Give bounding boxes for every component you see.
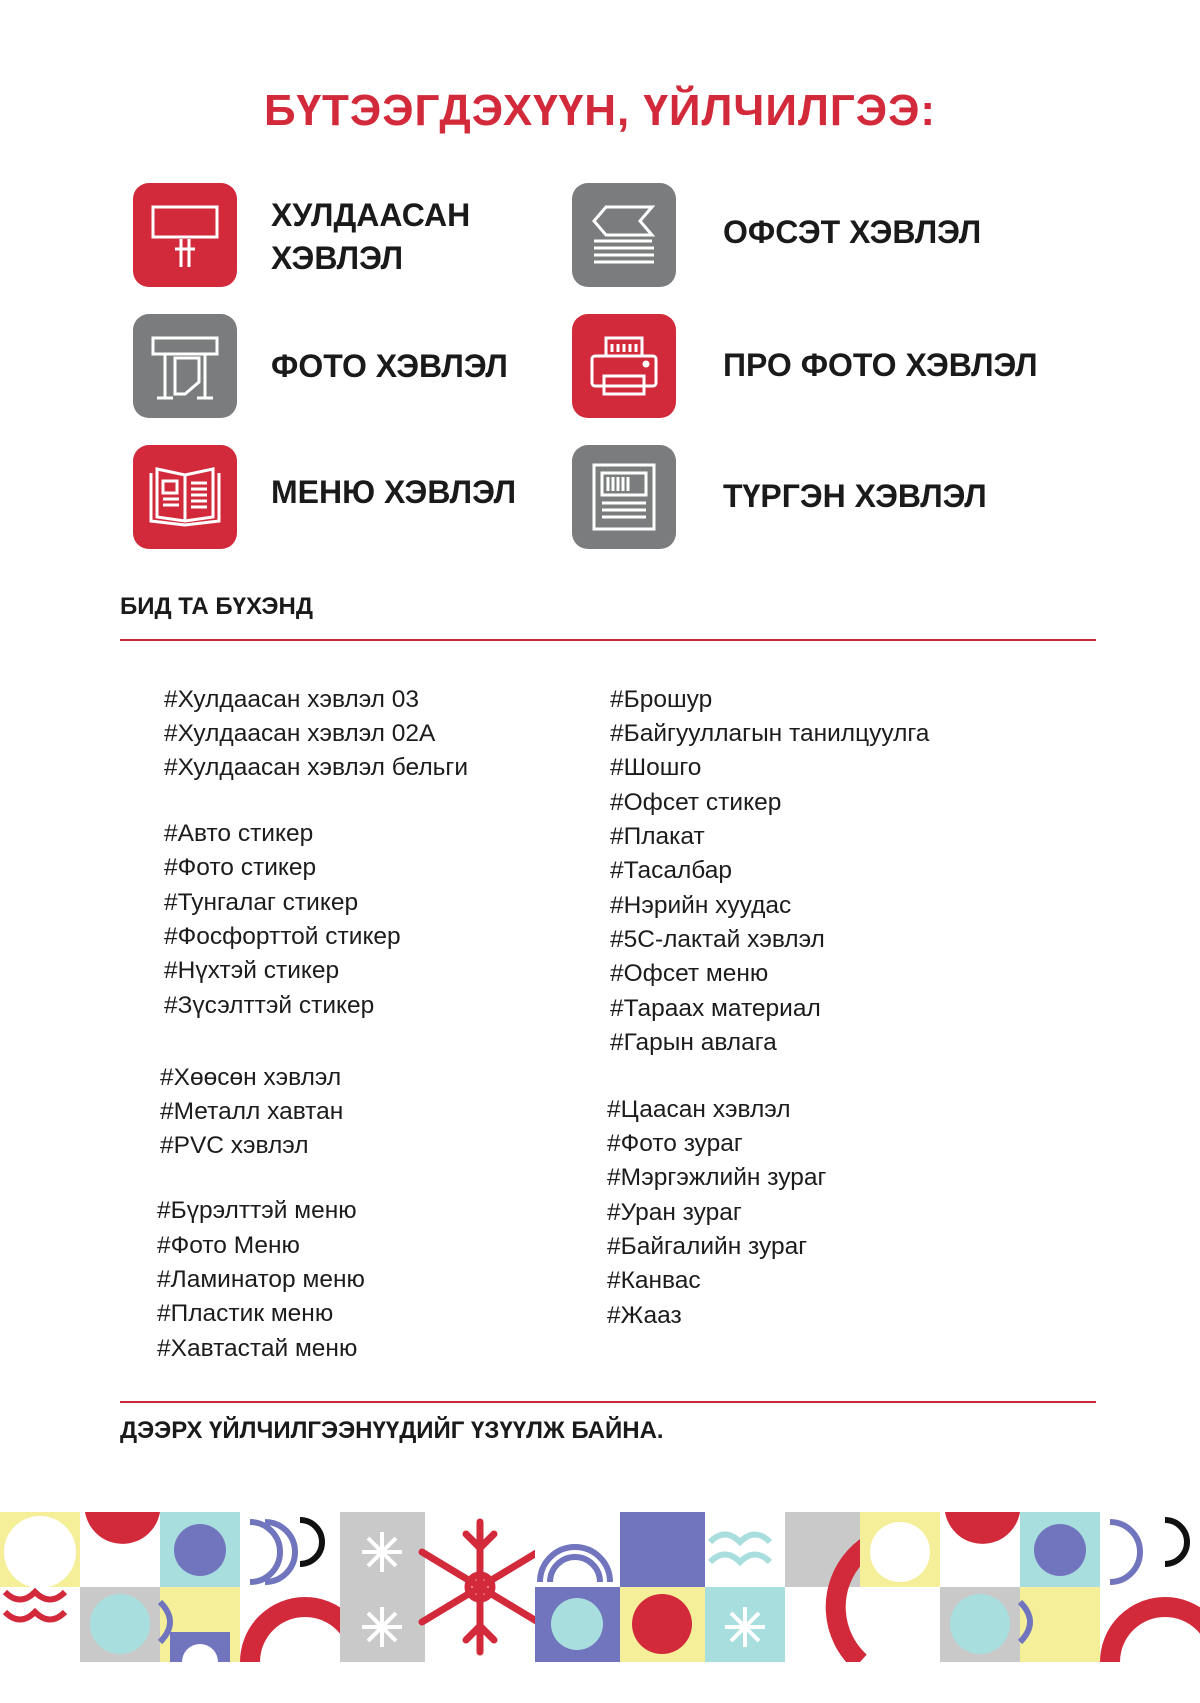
tag-item: #Офсет меню	[610, 960, 769, 987]
document-barcode-icon	[582, 455, 666, 539]
service-tile-quick	[572, 445, 676, 549]
service-label-offset: ОФСЭТ ХЭВЛЭЛ	[723, 214, 982, 250]
service-tile-offset	[572, 183, 676, 287]
tag-item: #Металл хавтан	[160, 1098, 344, 1125]
section-heading: БИД ТА БҮХЭНД	[120, 593, 313, 620]
tag-item: #Нэрийн хуудас	[610, 892, 792, 919]
tag-item: #Плакат	[610, 823, 705, 850]
tag-item: #Брошур	[610, 686, 713, 713]
tag-item: #Байгалийн зураг	[607, 1233, 808, 1260]
tag-item: #Бүрэлттэй меню	[157, 1197, 357, 1224]
plotter-icon	[143, 324, 227, 408]
tag-item: #PVC хэвлэл	[160, 1132, 309, 1159]
paper-stack-icon	[582, 193, 666, 277]
service-label-quick: ТҮРГЭН ХЭВЛЭЛ	[723, 478, 987, 514]
tag-item: #Ламинатор меню	[157, 1266, 365, 1293]
divider-bottom	[120, 1401, 1096, 1403]
tag-item: #5С-лактай хэвлэл	[610, 926, 825, 953]
tag-item: #Авто стикер	[164, 820, 314, 847]
service-label-photo: ФОТО ХЭВЛЭЛ	[271, 348, 508, 384]
footer-note: ДЭЭРХ ҮЙЛЧИЛГЭЭНҮҮДИЙГ ҮЗҮҮЛЖ БАЙНА.	[120, 1417, 664, 1444]
tag-item: #Хавтастай меню	[157, 1335, 358, 1362]
tag-item: #Офсет стикер	[610, 789, 782, 816]
service-label-menu: МЕНЮ ХЭВЛЭЛ	[271, 474, 517, 510]
tag-item: #Тараах материал	[610, 995, 821, 1022]
tag-item: #Хулдаасан хэвлэл 02А	[164, 720, 436, 747]
tag-item: #Канвас	[607, 1267, 701, 1294]
tag-item: #Уран зураг	[607, 1199, 742, 1226]
tag-item: #Мэргэжлийн зураг	[607, 1164, 827, 1191]
billboard-icon	[143, 193, 227, 277]
tag-item: #Пластик меню	[157, 1300, 334, 1327]
tag-item: #Тунгалаг стикер	[164, 889, 359, 916]
tag-item: #Байгууллагын танилцуулга	[610, 720, 930, 747]
page-title: БҮТЭЭГДЭХҮҮН, ҮЙЛЧИЛГЭЭ:	[263, 86, 937, 135]
service-label-pro-photo: ПРО ФОТО ХЭВЛЭЛ	[723, 347, 1038, 383]
service-tile-billboard	[133, 183, 237, 287]
tag-item: #Хөөсөн хэвлэл	[160, 1064, 342, 1091]
tag-item: #Фото стикер	[164, 854, 317, 881]
service-tile-menu	[133, 445, 237, 549]
tag-item: #Шошго	[610, 754, 702, 781]
tag-item: #Хулдаасан хэвлэл бельги	[164, 754, 469, 781]
tag-item: #Фосфорттой стикер	[164, 923, 401, 950]
printer-icon	[582, 324, 666, 408]
tag-item: #Фото зураг	[607, 1130, 743, 1157]
tag-item: #Жааз	[607, 1302, 682, 1329]
open-book-icon	[143, 455, 227, 539]
tag-item: #Зүсэлттэй стикер	[164, 992, 375, 1019]
tag-item: #Фото Меню	[157, 1232, 300, 1259]
tag-item: #Нүхтэй стикер	[164, 957, 340, 984]
service-tile-photo	[133, 314, 237, 418]
decorative-pattern-band	[0, 1512, 1200, 1662]
divider-top	[120, 639, 1096, 641]
service-tile-pro-photo	[572, 314, 676, 418]
tag-item: #Цаасан хэвлэл	[607, 1096, 791, 1123]
service-label-hulдаasan: ХУЛДААСАН ХЭВЛЭЛ	[271, 197, 471, 276]
tag-item: #Хулдаасан хэвлэл 03	[164, 686, 420, 713]
tag-item: #Гарын авлага	[610, 1029, 777, 1056]
tag-item: #Тасалбар	[610, 857, 733, 884]
